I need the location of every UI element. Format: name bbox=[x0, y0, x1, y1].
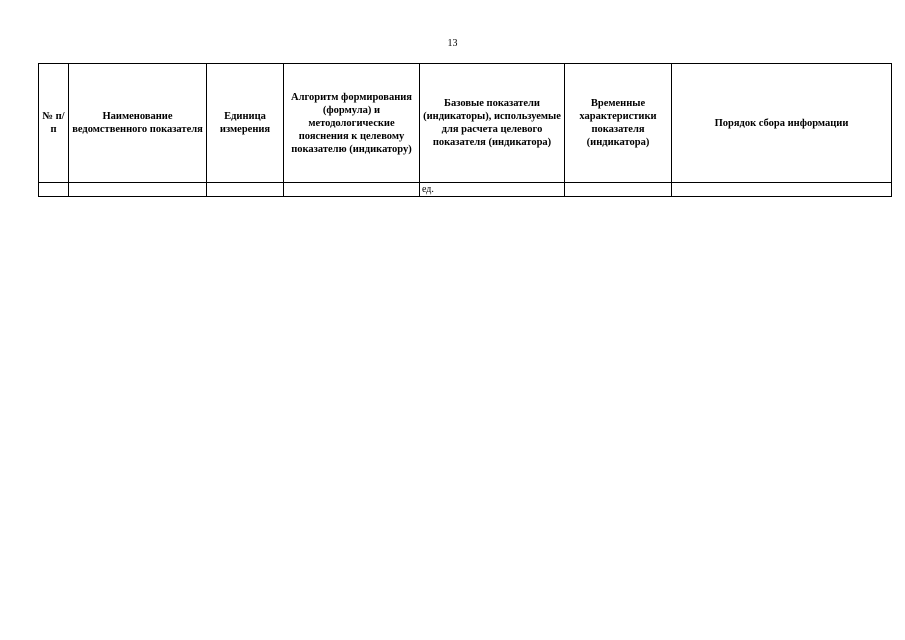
cell-unit bbox=[207, 183, 284, 197]
cell-algorithm bbox=[284, 183, 420, 197]
header-base-indicators: Базовые показатели (индикаторы), используемые для расчета целевого показателя (индикатора) bbox=[420, 64, 565, 183]
header-number: № п/п bbox=[39, 64, 69, 183]
header-time-characteristics: Временные характеристики показателя (индикатора) bbox=[565, 64, 672, 183]
header-indicator-name: Наименование ведомственного показателя bbox=[69, 64, 207, 183]
cell-time-characteristics bbox=[565, 183, 672, 197]
header-algorithm: Алгоритм формирования (формула) и методологические пояснения к целевому показателю (индикатору) bbox=[284, 64, 420, 183]
table-row bbox=[39, 183, 892, 197]
table-header-row bbox=[39, 64, 892, 183]
page-number: 13 bbox=[447, 38, 458, 49]
cell-base-indicators: ед. bbox=[420, 183, 565, 197]
cell-indicator-name bbox=[69, 183, 207, 197]
header-collection-procedure: Порядок сбора информации bbox=[672, 64, 892, 183]
header-unit: Единица измерения bbox=[207, 64, 284, 183]
cell-collection-procedure bbox=[672, 183, 892, 197]
cell-number bbox=[39, 183, 69, 197]
indicators-table bbox=[38, 63, 892, 197]
